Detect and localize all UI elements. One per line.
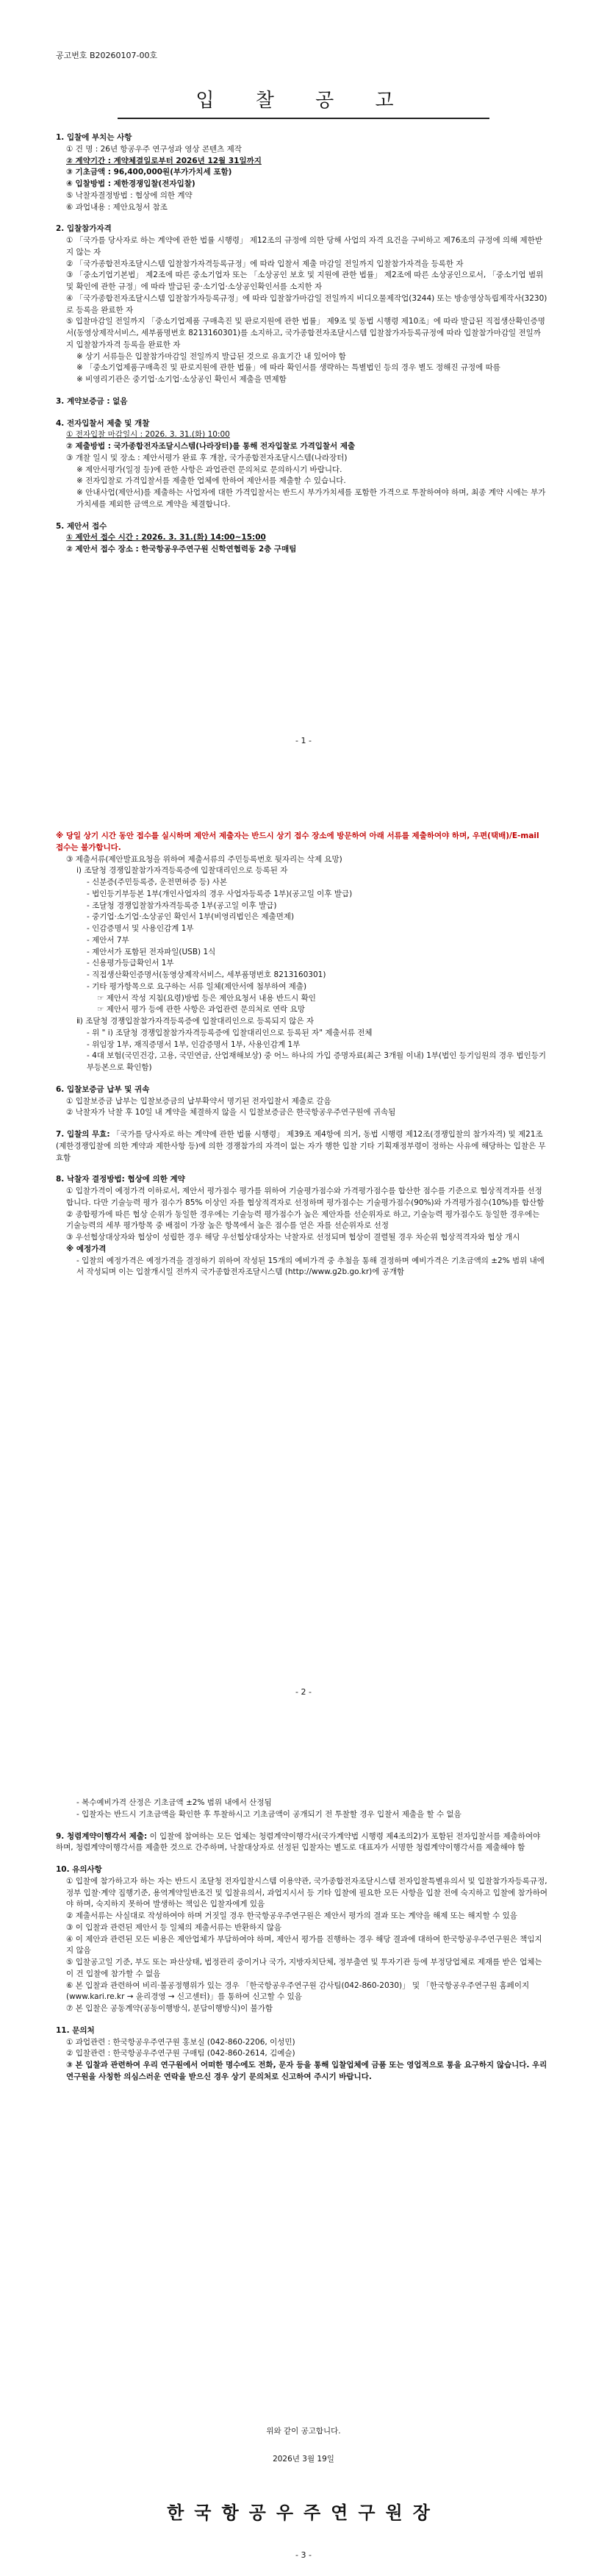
s2-item: ① 「국가를 당사자로 하는 계약에 관한 법률 시행령」 제12조의 규정에 의한 당해 사업의 자격 요건을 구비하고 제76조의 규정에 의해 제한받지 않는 자 (66, 236, 542, 257)
s2-item: ④ 「국가종합전자조달시스템 입찰참가자등록규정」에 따라 입찰참가마감일 전일까지 비디오물제작업(3244) 또는 방송영상독립제작사(3230)로 등록을 완료한 자 (66, 293, 547, 315)
s4-item: ③ 개찰 일시 및 장소 : 제안서평가 완료 후 개찰, 국가종합전자조달시스템(나라장터) (66, 453, 348, 462)
section-11-title: 11. 문의처 (56, 2025, 95, 2035)
s4-item: ① 전자입찰 마감일시 : 2026. 3. 31.(화) 10:00 (66, 430, 230, 440)
doc-item: - 위임장 1부, 재직증명서 1부, 인감증명서 1부, 사용인감계 1부 (87, 1040, 301, 1049)
doc-item: ⅱ) 조달청 경쟁입찰참가자격등록증에 입찰대리인으로 등록되지 않은 자 (76, 1017, 315, 1026)
price-note: - 복수예비가격 산정은 기초금액 ±2% 범위 내에서 산정됨 (76, 1798, 272, 1807)
s7-text: 「국가를 당사자로 하는 계약에 관한 법률 시행령」 제39조 제4항에 의거, 동법 시행령 제12조(경쟁입찰의 참가자격) 및 제21조(제한경쟁입찰에 의한 계약과 제한사항 등)에 의한 경쟁참가의 자격이 없는 자가 행한 입찰 기타 기획재정부령이 정하는 사유에 해당하는 입찰은 무효함 (56, 1130, 546, 1162)
doc-item: - 제안서 7부 (87, 935, 129, 945)
section-1-title: 1. 입찰에 부치는 사항 (56, 133, 132, 142)
doc-item: - 4대 보험(국민건강, 고용, 국민연금, 산업재해보상) 중 어느 하나의 가입 증명자료(최근 3개월 이내) 1부(법인 등기임원의 경우 법인등기부등본으로 확인함) (87, 1051, 547, 1072)
s4-item: ② 제출방법 : 국가종합전자조달시스템(나라장터)를 통해 전자입찰로 가격입찰서 제출 (66, 442, 356, 451)
section-4-title: 4. 전자입찰서 제출 및 개찰 (56, 418, 150, 428)
s2-item: ② 「국가종합전자조달시스템 입찰참가자격등록규정」에 따라 입찰서 제출 마감일 전일까지 입찰참가자격을 등록한 자 (66, 259, 464, 268)
page2-body (56, 831, 548, 1278)
s8-item: ③ 우선협상대상자와 협상이 성립한 경우 해당 우선협상대상자는 낙찰자로 선정되며 협상이 결렬될 경우 차순위 협상적격자와 협상 개시 (66, 1233, 520, 1242)
s8-note-title: ※ 예정가격 (66, 1244, 107, 1253)
announcement-number: 공고번호 B20260107-00호 (56, 51, 158, 60)
s10-item: ⑤ 입찰공고일 기준, 부도 또는 파산상태, 법정관리 중이거나 국가, 지방자치단체, 정부출연 및 투자기관 등에 부정당업체로 제재를 받은 업체는 이 건 입찰에 참가할 수 없음 (66, 1958, 542, 1978)
doc-note: ☞ 제안서 작성 지침(요령)방법 등은 제안요청서 내용 반드시 확인 (97, 993, 316, 1003)
section-7-title: 7. 입찰의 무효: (56, 1130, 110, 1139)
section-5-list (56, 532, 548, 556)
announcement-date: 2026년 3월 19일 (273, 2455, 334, 2464)
s1-item: ① 건 명 : 26년 항공우주 연구성과 영상 콘텐츠 제작 (66, 144, 242, 154)
s2-item: ⑤ 입찰마감일 전일까지 「중소기업제품 구매촉진 및 판로지원에 관한 법률」 제9조 및 동법 시행령 제10조」에 따라 발급된 직접생산확인증명서(동영상제작서비스, 세부품명번호 8213160301)를 소지하고, 국가종합전자조달시스템 입찰참가자등록규정에 따라 입찰참가마감일 전일까지 입찰참가자격 등록을 완료한 자 (66, 317, 545, 349)
page-number: - 2 - (295, 1687, 312, 1697)
s6-item: ② 낙찰자가 낙찰 후 10일 내 계약을 체결하지 않을 시 입찰보증금은 한국항공우주연구원에 귀속됨 (66, 1108, 396, 1117)
s9-text: 이 입찰에 참여하는 모든 업체는 청렴계약이행각서(국가계약법 시행령 제4조의2)가 포함된 전자입찰서를 제출하여야 하며, 청렴계약이행각서를 제출한 것으로 간주하며, 낙찰대상자로 선정된 입찰자는 별도로 대표자가 서명한 청렴계약이행각서를 제출해야 함 (56, 1831, 541, 1853)
doc-item: - 법인등기부등본 1부(개인사업자의 경우 사업자등록증 1부)(공고일 이후 발급) (87, 889, 353, 898)
s1-item: ⑤ 낙찰자결정방법 : 협상에 의한 계약 (66, 190, 193, 200)
s2-note: ※ 비영리기관은 중기업·소기업·소상공인 확인서 제출을 면제함 (76, 375, 287, 384)
s8-note: - 입찰의 예정가격은 예정가격을 결정하기 위하여 작성된 15개의 예비가격 중 추첨을 통해 결정하며 예비가격은 기초금액의 ±2% 범위 내에서 작성되며 이는 입찰개시일 전까지 국가종합전자조달시스템 (http://www.g2b.go.kr)에 공개함 (76, 1256, 545, 1277)
submission-docs-title: ③ 제출서류(제안발표요청을 위하여 제출서류의 주민등록번호 뒷자리는 삭제 요망) (66, 854, 342, 864)
s10-item: ⑦ 본 입찰은 공동계약(공동이행방식, 분담이행방식)이 불가함 (66, 2004, 273, 2013)
doc-item: - 기타 평가항목으로 요구하는 서류 일체(제안서에 첨부하여 제출) (87, 981, 307, 991)
s11-item: ③ 본 입찰과 관련하여 우리 연구원에서 어떠한 명수에도 전화, 문자 등을 통해 입찰업체에 금품 또는 영업적으로 통을 요구하지 않습니다. 우리 연구원을 사칭한 의심스러운 연락을 받으신 경우 상기 문의처로 신고하여 주시기 바랍니다. (66, 2061, 547, 2081)
section-4-list (56, 429, 548, 510)
doc-item: - 인감증명서 및 사용인감계 1부 (87, 924, 194, 933)
s4-note: ※ 안내사업(제안서)를 제출하는 사업자에 대한 가격입찰서는 반드시 부가가치세를 포함한 가격으로 투찰하여야 하며, 최종 계약 시에는 부가가치세를 제외한 금액으로 계약을 체결합니다. (76, 488, 546, 509)
title-underline (118, 118, 489, 119)
section-10-title: 10. 유의사항 (56, 1865, 102, 1874)
s10-item: ③ 이 입찰과 관련된 제안서 등 일체의 제출서류는 반환하지 않음 (66, 1922, 282, 1932)
s11-item: ② 입찰관련 : 한국항공우주연구원 구매팀 (042-860-2614, 김예슬) (66, 2049, 295, 2058)
signatory: 한국항공우주연구원장 (167, 2502, 440, 2523)
s5-item: ① 제안서 접수 시간 : 2026. 3. 31.(화) 14:00~15:00 (66, 533, 266, 543)
s1-item: ⑥ 과업내용 : 제안요청서 참조 (66, 202, 168, 212)
doc-item: - 중기업·소기업·소상공인 확인서 1부(비영리법인은 제출면제) (87, 912, 295, 922)
doc-item: - 신용평가등급확인서 1부 (87, 959, 174, 968)
page-number: - 3 - (295, 2550, 312, 2560)
section-3-title: 3. 계약보증금 : 없음 (56, 396, 128, 406)
doc-note: ☞ 제안서 평가 등에 관한 사항은 과업관련 문의처로 연락 요망 (97, 1005, 305, 1015)
s2-note: ※ 「중소기업제품구매촉진 및 판로지원에 관한 법률」에 따라 확인서를 생략하는 특별법인 등의 경우 별도 정해진 규정에 따름 (76, 363, 500, 373)
s4-note: ※ 전자입찰로 가격입찰서를 제출한 업체에 한하여 제안서를 제출할 수 있습니다. (76, 476, 346, 486)
s2-item: ③ 「중소기업기본법」 제2조에 따른 중소기업자 또는 「소상공인 보호 및 지원에 관한 법률」 제2조에 따른 소상공인으로서, 「중소기업 범위 및 확인에 관한 규정」에 따라 발급된 중·소기업·소상공인확인서를 소지한 자 (66, 271, 544, 291)
s11-item: ① 과업관련 : 한국항공우주연구원 홍보실 (042-860-2206, 이성민) (66, 2037, 295, 2047)
s4-note: ※ 제안서평가(일정 등)에 관한 사항은 과업관련 문의처로 문의하시기 바랍니다. (76, 465, 342, 474)
s8-item: ① 입찰가격이 예정가격 이하로서, 제안서 평가점수 평가를 위하여 기술평가점수와 가격평가점수를 합산한 점수를 기준으로 협상적격자를 선정합니다. 다만 기술능력 평가 점수가 85% 이상인 자를 협상적격자로 선정하며 평가점수는 기술평가점수(90%)와 가격평가점수(10%)를 합산함 (66, 1187, 545, 1207)
s10-item: ④ 이 제안과 관련된 모든 비용은 제안업체가 부담하여야 하며, 제안서 평가를 진행하는 경우 해당 결과에 대하여 한국항공우주연구원은 책임지지 않음 (66, 1934, 542, 1956)
s6-item: ① 입찰보증금 납부는 입찰보증금의 납부확약서 명기된 전자입찰서 제출로 갈음 (66, 1096, 331, 1106)
doc-item: ⅰ) 조달청 경쟁입찰참가자격등록증에 입찰대리인으로 등록된 자 (76, 866, 288, 876)
submission-docs-list (56, 865, 548, 1074)
closing-text: 위와 같이 공고합니다. (266, 2427, 341, 2436)
s10-item: ① 입찰에 참가하고자 하는 자는 반드시 조달청 전자입찰시스템 이용약관, 국가종합전자조달시스템 전자입찰특별유의서 및 입찰참가자등록규정, 정부 입찰·계약 집행기준, 용역계약일반조건 및 입찰유의서, 과업지시서 등 기타 입찰에 필요한 모든 사항을 입찰 전에 숙지하고 입찰에 참가하여야 하며, 숙지하지 못하여 발생하는 책임은 입찰자에게 있음 (66, 1876, 548, 1909)
doc-item: - 신분증(주민등록증, 운전면허증 등) 사본 (87, 878, 227, 887)
s2-note: ※ 상기 서류들은 입찰참가마감일 전일까지 발급된 것으로 유효기간 내 있어야 함 (76, 351, 346, 361)
s10-item: ⑥ 본 입찰과 관련하여 비리·불공정행위가 있는 경우 「한국항공우주연구원 감사팀(042-860-2030)」 및 「한국항공우주연구원 홈페이지(www.kari.re.kr → 윤리경영 → 신고센터)」를 통하여 신고할 수 있음 (66, 1981, 530, 2002)
s8-item: ② 종합평가에 따른 협상 순위가 동일한 경우에는 기술능력 평가점수가 높은 제안자를 선순위자로 하고, 기술능력 평가점수도 동일한 경우에는 기술능력의 세부 평가항목 중 배점이 가장 높은 항목에서 높은 점수를 얻은 자를 선순위자로 선정 (66, 1209, 540, 1231)
page3-body (56, 1797, 548, 2083)
s1-item: ③ 기초금액 : 96,400,000원(부가가치세 포함) (66, 168, 232, 177)
page1-body (56, 132, 548, 556)
section-1-list (56, 144, 548, 214)
section-8-title: 8. 낙찰자 결정방법: 협상에 의한 계약 (56, 1175, 185, 1184)
doc-item: - 조달청 경쟁입찰참가자격등록증 1부(공고일 이후 발급) (87, 901, 277, 910)
doc-item: - 직접생산확인증명서(동영상제작서비스, 세부품명번호 8213160301) (87, 970, 326, 979)
page-title: 입 찰 공 고 (195, 90, 412, 112)
section-2-list (56, 235, 548, 386)
section-6-title: 6. 입찰보증금 납부 및 귀속 (56, 1084, 150, 1094)
delivery-notice: ※ 당일 상기 시간 동안 접수를 실시하며 제안서 제출자는 반드시 상기 접수 장소에 방문하여 아래 서류를 제출하여야 하며, 우편(택배)/E-mail 접수는 불가합니다. (56, 831, 539, 852)
s1-item: ② 계약기간 : 계약체결일로부터 2026년 12월 31일까지 (66, 156, 262, 165)
section-9-title: 9. 청렴계약이행각서 제출: (56, 1831, 148, 1841)
page-number: - 1 - (295, 736, 312, 745)
doc-item: - 제안서가 포함된 전자파일(USB) 1식 (87, 947, 216, 956)
doc-item: - 위 " ⅰ) 조달청 경쟁입찰참가자격등록증에 입찰대리인으로 등록된 자" 제출서류 전체 (87, 1028, 373, 1037)
s1-item: ④ 입찰방법 : 제한경쟁입찰(전자입찰) (66, 179, 195, 188)
section-5-title: 5. 제안서 접수 (56, 521, 107, 531)
price-note: - 입찰자는 반드시 기초금액을 확인한 후 투찰하시고 기초금액이 공개되기 전 투찰할 경우 입찰서 제출을 할 수 없음 (76, 1809, 461, 1819)
section-2-title: 2. 입찰참가자격 (56, 224, 112, 234)
s10-item: ② 제출서류는 사실대로 작성하여야 하며 거짓일 경우 한국항공우주연구원은 제안서 평가의 결과 또는 계약을 해제 또는 해지할 수 있음 (66, 1911, 517, 1920)
s5-item: ② 제안서 접수 장소 : 한국항공우주연구원 신학연협력동 2층 구매팀 (66, 545, 297, 554)
